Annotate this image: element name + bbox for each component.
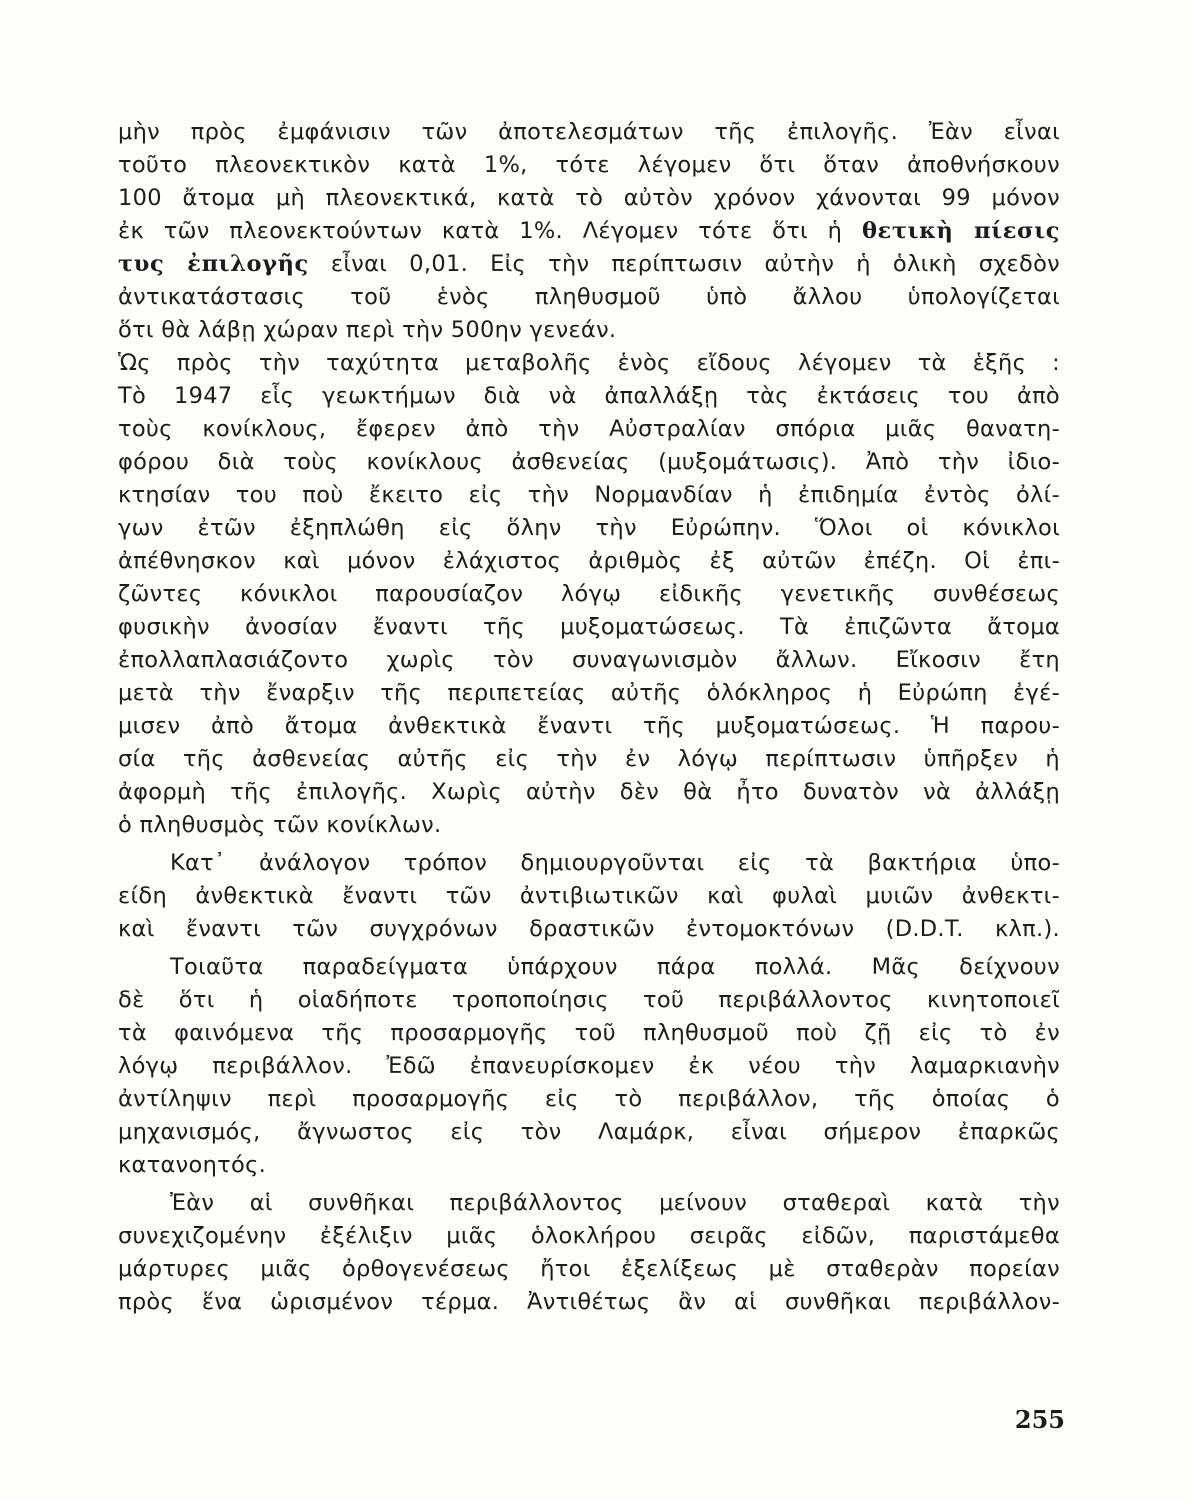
text-line: φόρου διὰ τοὺς κονίκλους ἀσθενείας (μυξομάτωσις). Ἀπὸ τὴν ἰδιο- <box>118 449 1060 475</box>
text-span: ἐκ τῶν πλεονεκτούντων κατὰ 1%. Λέγομεν τότε ὅτι ἡ <box>118 218 843 244</box>
text-line: ὁ πληθυσμὸς τῶν κονίκλων. <box>118 812 442 838</box>
text-line: λόγῳ περιβάλλον. Ἐδῶ ἐπανευρίσκομεν ἐκ νέου τὴν λαμαρκιανὴν <box>118 1053 1060 1079</box>
text-line: πρὸς ἕνα ὡρισμένον τέρμα. Ἀντιθέτως ἂν αἱ συνθῆκαι περιβάλλον- <box>118 1289 1060 1315</box>
text-line: ζῶντες κόνικλοι παρουσίαζον λόγῳ εἰδικῆς γενετικῆς συνθέσεως <box>118 581 1060 607</box>
text-line-indented: Ἐὰν αἱ συνθῆκαι περιβάλλοντος μείνουν σταθεραὶ κατὰ τὴν <box>170 1190 1060 1216</box>
text-line-indented <box>118 348 1060 378</box>
text-line: κτησίαν του ποὺ ἔκειτο εἰς τὴν Νορμανδίαν ἡ ἐπιδημία ἐντὸς ὀλί- <box>118 482 1060 508</box>
bold-term: τυς ἐπιλογῆς <box>118 251 309 277</box>
text-line: σία τῆς ἀσθενείας αὐτῆς εἰς τὴν ἐν λόγῳ περίπτωσιν ὑπῆρξεν ἡ <box>118 746 1060 772</box>
text-line-indented: Τοιαῦτα παραδείγματα ὑπάρχουν πάρα πολλά. Μᾶς δείχνουν <box>170 954 1060 980</box>
text-line: μάρτυρες μιᾶς ὀρθογενέσεως ἤτοι ἐξελίξεως μὲ σταθερὰν πορείαν <box>118 1256 1060 1282</box>
text-line: γων ἐτῶν ἐξηπλώθη εἰς ὅλην τὴν Εὐρώπην. Ὅλοι οἱ κόνικλοι <box>118 515 1060 541</box>
text-line: τὰ φαινόμενα τῆς προσαρμογῆς τοῦ πληθυσμοῦ ποὺ ζῇ εἰς τὸ ἐν <box>118 1020 1060 1046</box>
text-line: ἐπολλαπλασιάζοντο χωρὶς τὸν συναγωνισμὸν ἄλλων. Εἴκοσιν ἔτη <box>118 647 1060 673</box>
text-line: τοὺς κονίκλους, ἔφερεν ἀπὸ τὴν Αὐστραλίαν σπόρια μιᾶς θανατη- <box>118 416 1060 442</box>
text-line: μισεν ἀπὸ ἄτομα ἀνθεκτικὰ ἔναντι τῆς μυξοματώσεως. Ἡ παρου- <box>118 713 1060 739</box>
text-line: Τὸ 1947 εἷς γεωκτήμων διὰ νὰ ἀπαλλάξῃ τὰς ἐκτάσεις του ἀπὸ <box>118 383 1060 409</box>
text-line-with-term <box>118 249 1060 279</box>
text-line: συνεχιζομένην ἐξέλιξιν μιᾶς ὁλοκλήρου σειρᾶς εἰδῶν, παριστάμεθα <box>118 1223 1060 1249</box>
text-line: μετὰ τὴν ἔναρξιν τῆς περιπετείας αὐτῆς ὁλόκληρος ἡ Εὐρώπη ἐγέ- <box>118 680 1060 706</box>
bold-term: θετικὴ πίεσις <box>861 218 1060 244</box>
text-line: τοῦτο πλεονεκτικὸν κατὰ 1%, τότε λέγομεν ὅτι ὅταν ἀποθνήσκουν <box>118 152 1060 178</box>
text-line: κατανοητός. <box>118 1152 267 1178</box>
page-number: 255 <box>1014 1405 1065 1434</box>
text-line: ἀφορμὴ τῆς ἐπιλογῆς. Χωρὶς αὐτὴν δὲν θὰ ἦτο δυνατὸν νὰ ἀλλάξῃ <box>118 779 1060 805</box>
text-line: ὅτι θὰ λάβῃ χώραν περὶ τὴν 500ην γενεάν. <box>118 317 617 343</box>
text-line: ἀπέθνησκον καὶ μόνον ἐλάχιστος ἀριθμὸς ἐξ αὐτῶν ἐπέζη. Οἱ ἐπι- <box>118 548 1060 574</box>
text-span: εἶναι 0,01. Εἰς τὴν περίπτωσιν αὐτὴν ἡ ὁλικὴ σχεδὸν <box>330 251 1061 277</box>
text-line-indented: Κατ᾽ ἀνάλογον τρόπον δημιουργοῦνται εἰς τὰ βακτήρια ὑπο- <box>170 850 1060 876</box>
text-line: δὲ ὅτι ἡ οἱαδήποτε τροποποίησις τοῦ περιβάλλοντος κινητοποιεῖ <box>118 987 1060 1013</box>
text-line: ἀντίληψιν περὶ προσαρμογῆς εἰς τὸ περιβάλλον, τῆς ὁποίας ὁ <box>118 1086 1060 1112</box>
text-line: καὶ ἔναντι τῶν συγχρόνων δραστικῶν ἐντομοκτόνων (D.D.T. κλπ.). <box>118 916 1060 942</box>
text-line: 100 ἄτομα μὴ πλεονεκτικά, κατὰ τὸ αὐτὸν χρόνον χάνονται 99 μόνον <box>118 185 1060 211</box>
text-span: Ὡς πρὸς τὴν ταχύτητα μεταβολῆς ἑνὸς εἴδους λέγομεν τὰ ἑξῆς : <box>118 350 1060 376</box>
text-line: μὴν πρὸς ἐμφάνισιν τῶν ἀποτελεσμάτων τῆς ἐπιλογῆς. Ἐὰν εἶναι <box>118 119 1060 145</box>
text-line: μηχανισμός, ἄγνωστος εἰς τὸν Λαμάρκ, εἶναι σήμερον ἐπαρκῶς <box>118 1119 1060 1145</box>
text-line: φυσικὴν ἀνοσίαν ἔναντι τῆς μυξοματώσεως. Τὰ ἐπιζῶντα ἄτομα <box>118 614 1060 640</box>
text-line-with-term <box>118 216 1060 246</box>
text-line: είδη ἀνθεκτικὰ ἔναντι τῶν ἀντιβιωτικῶν καὶ φυλαὶ μυιῶν ἀνθεκτι- <box>118 883 1060 909</box>
text-line: ἀντικατάστασις τοῦ ἑνὸς πληθυσμοῦ ὑπὸ ἄλλου ὑπολογίζεται <box>118 284 1060 310</box>
